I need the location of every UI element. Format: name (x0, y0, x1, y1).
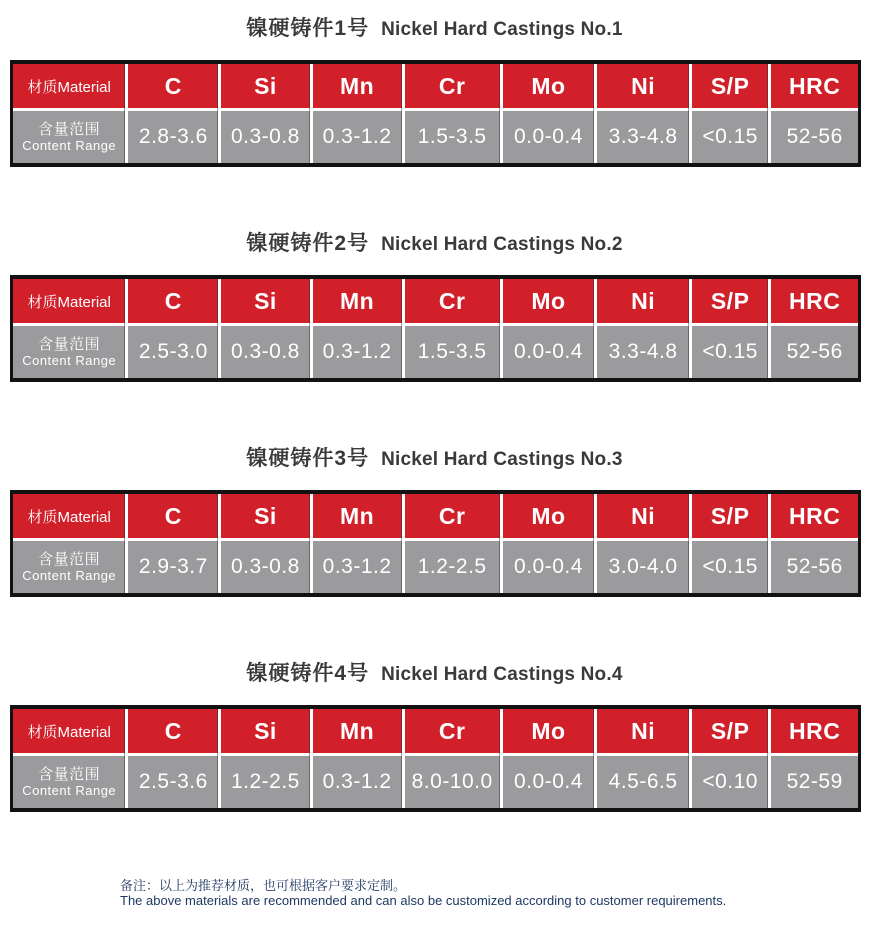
content-range-row (13, 108, 858, 163)
value-cell-mn: 0.3-1.2 (310, 108, 402, 163)
element-header-cell-si: Si (218, 64, 309, 108)
element-header-cell-c: C (125, 709, 218, 753)
element-header-cell-mn: Mn (310, 64, 402, 108)
casting-spec-section (0, 229, 869, 382)
footer-note (120, 878, 869, 908)
element-header-cell-mo: Mo (500, 709, 595, 753)
value-cell-ni: 3.3-4.8 (594, 323, 689, 378)
composition-table (10, 60, 861, 167)
element-header-cell-mn: Mn (310, 494, 402, 538)
element-header-cell-sp: S/P (689, 279, 768, 323)
value-cell-sp: <0.10 (689, 753, 768, 808)
casting-spec-section (0, 659, 869, 812)
range-label-chinese: 含量范围 (38, 551, 101, 568)
composition-table (10, 275, 861, 382)
material-header-cell: 材质Material (13, 64, 125, 108)
value-cell-si: 1.2-2.5 (218, 753, 309, 808)
section-title-chinese: 镍硬铸件4号 (246, 662, 370, 685)
element-header-cell-si: Si (218, 709, 309, 753)
range-label-cell (13, 323, 125, 378)
element-header-cell-hrc: HRC (768, 709, 858, 753)
value-cell-c: 2.8-3.6 (125, 108, 218, 163)
element-header-cell-ni: Ni (594, 494, 689, 538)
range-label-cell (13, 108, 125, 163)
range-label-chinese: 含量范围 (38, 766, 101, 783)
section-title-chinese: 镍硬铸件2号 (246, 232, 370, 255)
table-header-row (13, 709, 858, 753)
element-header-cell-mn: Mn (310, 279, 402, 323)
material-header-cell: 材质Material (13, 494, 125, 538)
value-cell-sp: <0.15 (689, 538, 768, 593)
value-cell-cr: 1.5-3.5 (402, 108, 500, 163)
element-header-cell-ni: Ni (594, 64, 689, 108)
value-cell-si: 0.3-0.8 (218, 108, 309, 163)
note-line-chinese: 备注：以上为推荐材质，也可根据客户要求定制。 (120, 878, 407, 893)
composition-table (10, 705, 861, 812)
section-title (0, 659, 869, 689)
element-header-cell-sp: S/P (689, 64, 768, 108)
section-title-chinese: 镍硬铸件3号 (246, 447, 370, 470)
content-range-row (13, 538, 858, 593)
element-header-cell-hrc: HRC (768, 494, 858, 538)
range-label-english: Content Range (22, 568, 117, 583)
material-header-cell: 材质Material (13, 709, 125, 753)
element-header-cell-mo: Mo (500, 494, 595, 538)
element-header-cell-cr: Cr (402, 64, 500, 108)
value-cell-hrc: 52-59 (768, 753, 858, 808)
casting-spec-section (0, 444, 869, 597)
content-range-row (13, 753, 858, 808)
range-label-cell (13, 538, 125, 593)
element-header-cell-sp: S/P (689, 494, 768, 538)
value-cell-cr: 1.2-2.5 (402, 538, 500, 593)
element-header-cell-si: Si (218, 494, 309, 538)
element-header-cell-hrc: HRC (768, 279, 858, 323)
value-cell-mo: 0.0-0.4 (500, 753, 595, 808)
value-cell-cr: 1.5-3.5 (402, 323, 500, 378)
value-cell-si: 0.3-0.8 (218, 538, 309, 593)
element-header-cell-cr: Cr (402, 494, 500, 538)
value-cell-mo: 0.0-0.4 (500, 323, 595, 378)
value-cell-mo: 0.0-0.4 (500, 538, 595, 593)
element-header-cell-mn: Mn (310, 709, 402, 753)
table-header-row (13, 494, 858, 538)
value-cell-ni: 4.5-6.5 (594, 753, 689, 808)
section-title-english: Nickel Hard Castings No.1 (381, 19, 623, 40)
casting-spec-section (0, 14, 869, 167)
value-cell-mo: 0.0-0.4 (500, 108, 595, 163)
element-header-cell-hrc: HRC (768, 64, 858, 108)
value-cell-c: 2.5-3.0 (125, 323, 218, 378)
element-header-cell-ni: Ni (594, 709, 689, 753)
table-header-row (13, 64, 858, 108)
element-header-cell-si: Si (218, 279, 309, 323)
value-cell-ni: 3.3-4.8 (594, 108, 689, 163)
element-header-cell-c: C (125, 279, 218, 323)
table-header-row (13, 279, 858, 323)
element-header-cell-mo: Mo (500, 64, 595, 108)
value-cell-hrc: 52-56 (768, 538, 858, 593)
element-header-cell-c: C (125, 64, 218, 108)
value-cell-hrc: 52-56 (768, 323, 858, 378)
section-title (0, 14, 869, 44)
element-header-cell-ni: Ni (594, 279, 689, 323)
value-cell-cr: 8.0-10.0 (402, 753, 500, 808)
composition-table (10, 490, 861, 597)
section-title (0, 229, 869, 259)
value-cell-c: 2.9-3.7 (125, 538, 218, 593)
value-cell-sp: <0.15 (689, 323, 768, 378)
content-range-row (13, 323, 858, 378)
section-title-chinese: 镍硬铸件1号 (246, 17, 370, 40)
range-label-english: Content Range (22, 783, 117, 798)
range-label-english: Content Range (22, 138, 117, 153)
value-cell-si: 0.3-0.8 (218, 323, 309, 378)
tables-container (0, 14, 869, 812)
element-header-cell-mo: Mo (500, 279, 595, 323)
value-cell-mn: 0.3-1.2 (310, 323, 402, 378)
element-header-cell-cr: Cr (402, 279, 500, 323)
range-label-chinese: 含量范围 (38, 121, 101, 138)
value-cell-ni: 3.0-4.0 (594, 538, 689, 593)
section-title-english: Nickel Hard Castings No.2 (381, 234, 623, 255)
value-cell-mn: 0.3-1.2 (310, 538, 402, 593)
range-label-english: Content Range (22, 353, 117, 368)
value-cell-hrc: 52-56 (768, 108, 858, 163)
element-header-cell-cr: Cr (402, 709, 500, 753)
value-cell-c: 2.5-3.6 (125, 753, 218, 808)
section-title-english: Nickel Hard Castings No.4 (381, 664, 623, 685)
value-cell-mn: 0.3-1.2 (310, 753, 402, 808)
range-label-chinese: 含量范围 (38, 336, 101, 353)
section-title-english: Nickel Hard Castings No.3 (381, 449, 623, 470)
element-header-cell-c: C (125, 494, 218, 538)
note-line-english: The above materials are recommended and can also be customized according to customer requirements. (120, 893, 727, 908)
element-header-cell-sp: S/P (689, 709, 768, 753)
value-cell-sp: <0.15 (689, 108, 768, 163)
section-title (0, 444, 869, 474)
material-header-cell: 材质Material (13, 279, 125, 323)
range-label-cell (13, 753, 125, 808)
